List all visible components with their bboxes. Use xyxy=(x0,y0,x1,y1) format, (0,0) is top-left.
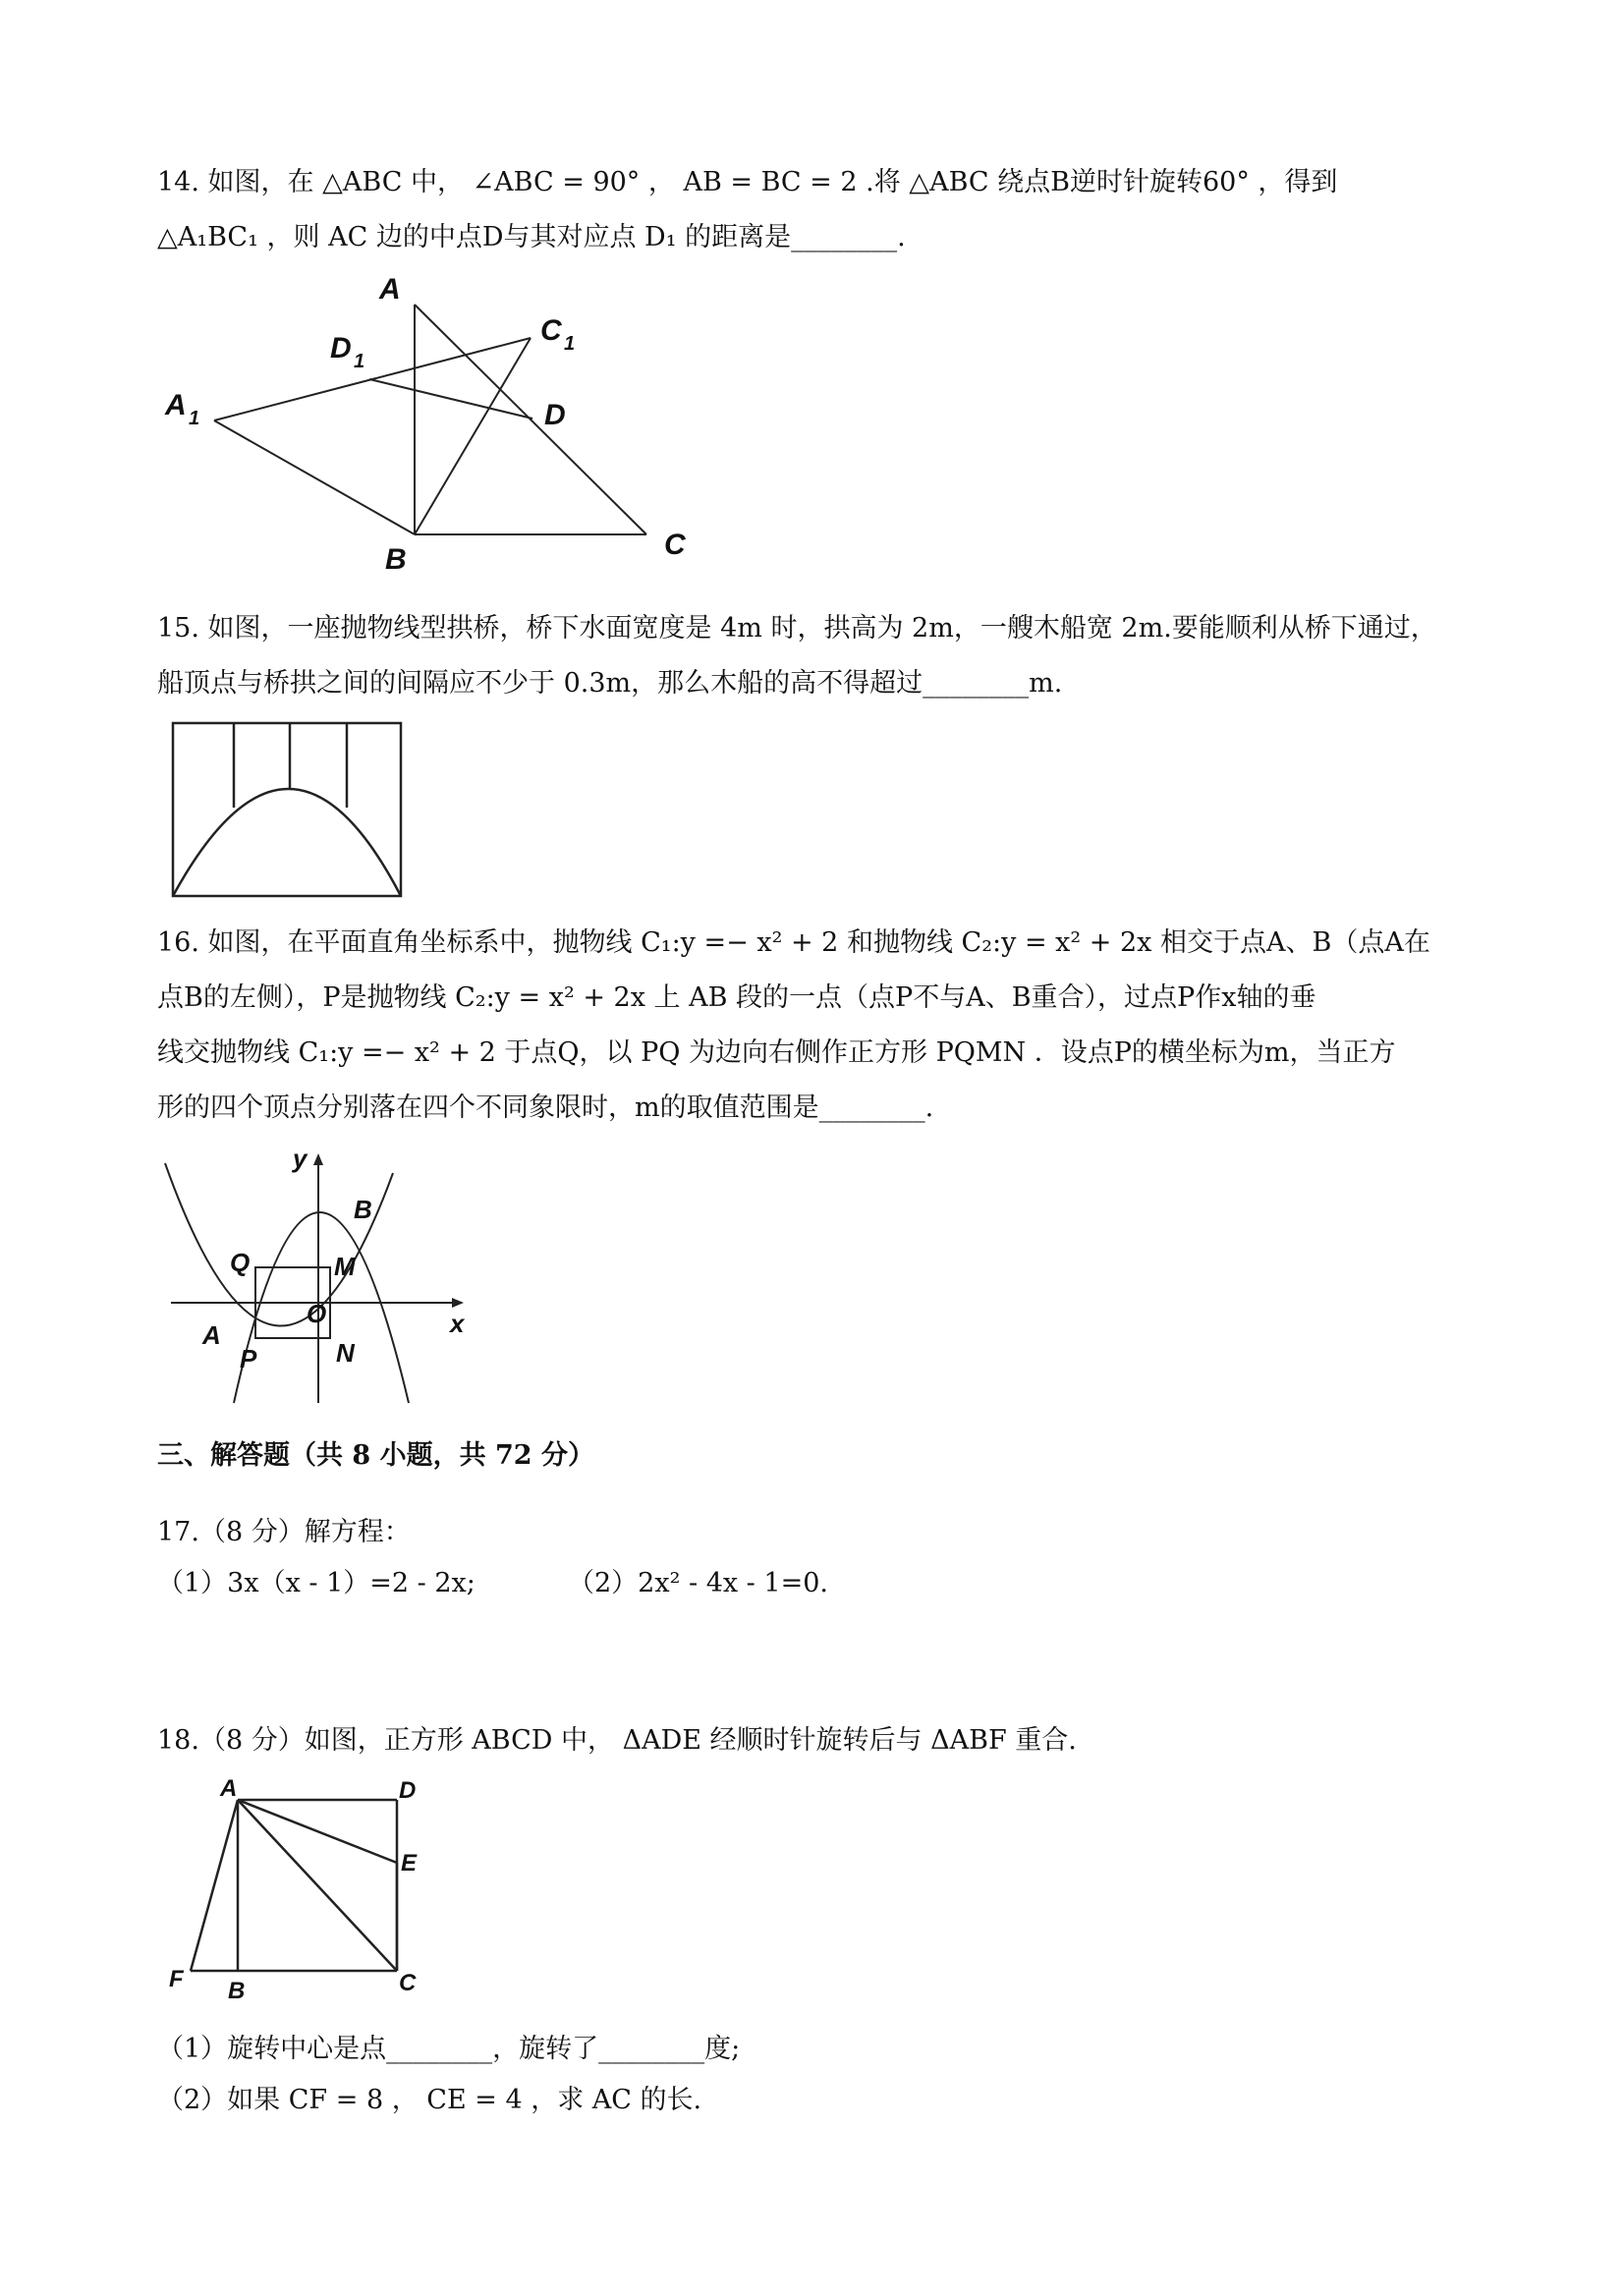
q15-line-2: 船顶点与桥拱之间的间隔应不少于 0.3m，那么木船的高不得超过________m. xyxy=(157,668,1063,699)
q16-label-y: y xyxy=(293,1144,308,1173)
q18-part-1: （1）旋转中心是点________，旋转了________度; xyxy=(157,2034,741,2064)
q18-segment-ae xyxy=(238,1800,397,1863)
q15-figure xyxy=(167,717,413,904)
q16-label-b: B xyxy=(354,1195,372,1224)
q14-line-1: 14. 如图，在 △ABC 中， ∠ABC = 90° ， AB = BC = 2 .将 △ABC 绕点B逆时针旋转60° ，得到 xyxy=(157,167,1338,197)
q14-label-d: D xyxy=(544,399,566,431)
q18-line-1: 18.（8 分）如图，正方形 ABCD 中， ΔADE 经顺时针旋转后与 ΔABF 重合. xyxy=(157,1725,1077,1756)
q16-parabola-c2 xyxy=(165,1163,393,1326)
q18-label-a: A xyxy=(220,1776,238,1802)
q14-label-a1-sub: 1 xyxy=(189,408,200,429)
q16-figure xyxy=(157,1140,481,1405)
q18-segment-af xyxy=(191,1800,238,1971)
q14-label-a: A xyxy=(379,275,401,306)
q16-line-4: 形的四个顶点分别落在四个不同象限时，m的取值范围是________. xyxy=(157,1092,934,1123)
q15-bridge-frame xyxy=(173,723,401,896)
q14-figure xyxy=(157,275,707,580)
q16-label-q: Q xyxy=(230,1248,251,1277)
q18-segment-ac xyxy=(238,1800,397,1971)
q18-label-b: B xyxy=(228,1978,246,2004)
q18-label-e: E xyxy=(401,1850,418,1876)
q18-label-f: F xyxy=(169,1966,184,1992)
q15-line-1: 15. 如图，一座抛物线型拱桥，桥下水面宽度是 4m 时，拱高为 2m，一艘木船宽 2m.要能顺利从桥下通过， xyxy=(157,613,1437,644)
q14-segment-c1b xyxy=(415,338,531,534)
q16-line-3: 线交抛物线 C₁:y =− x² + 2 于点Q，以 PQ 为边向右侧作正方形 PQMN ．设点P的横坐标为m，当正方 xyxy=(157,1037,1396,1068)
q17-part-2: （2）2x² - 4x - 1=0. xyxy=(568,1568,828,1598)
q17-line-1: 17.（8 分）解方程： xyxy=(157,1517,411,1547)
q16-line-1: 16. 如图，在平面直角坐标系中，抛物线 C₁:y =− x² + 2 和抛物线 C₂:y = x² + 2x 相交于点A、B（点A在 xyxy=(157,927,1430,958)
q18-part-2: （2）如果 CF = 8 ， CE = 4 ，求 AC 的长. xyxy=(157,2085,702,2115)
q14-label-d1-sub: 1 xyxy=(354,351,365,372)
q16-label-o: O xyxy=(307,1299,327,1328)
q17-part-1: （1）3x（x - 1）=2 - 2x; xyxy=(157,1568,476,1598)
q14-label-a1: A xyxy=(165,389,187,421)
q16-y-axis-arrow xyxy=(313,1153,323,1165)
q14-label-c1-sub: 1 xyxy=(564,333,576,355)
section-3-heading: 三、解答题（共 8 小题，共 72 分） xyxy=(157,1440,594,1471)
q16-label-n: N xyxy=(336,1338,355,1368)
q14-label-b: B xyxy=(385,543,407,576)
q16-line-2: 点B的左侧），P是抛物线 C₂:y = x² + 2x 上 AB 段的一点（点P不与A、B重合），过点P作x轴的垂 xyxy=(157,982,1316,1013)
q18-figure xyxy=(157,1776,481,2012)
q14-line-2: △A₁BC₁ ，则 AC 边的中点D与其对应点 D₁ 的距离是________. xyxy=(157,222,906,252)
q14-label-c: C xyxy=(664,529,686,561)
q14-segment-d1d xyxy=(369,379,532,419)
q16-label-a: A xyxy=(202,1320,221,1350)
q16-label-m: M xyxy=(334,1252,356,1281)
q16-label-p: P xyxy=(240,1344,257,1373)
q18-label-d: D xyxy=(399,1777,417,1804)
q16-label-x: x xyxy=(450,1309,465,1338)
q15-parabolic-arch xyxy=(173,789,401,896)
q16-x-axis-arrow xyxy=(452,1298,464,1308)
q18-label-c: C xyxy=(399,1970,417,1996)
q14-label-d1: D xyxy=(330,332,352,364)
q14-label-c1: C xyxy=(540,314,562,347)
q14-segment-a1b xyxy=(214,420,415,534)
